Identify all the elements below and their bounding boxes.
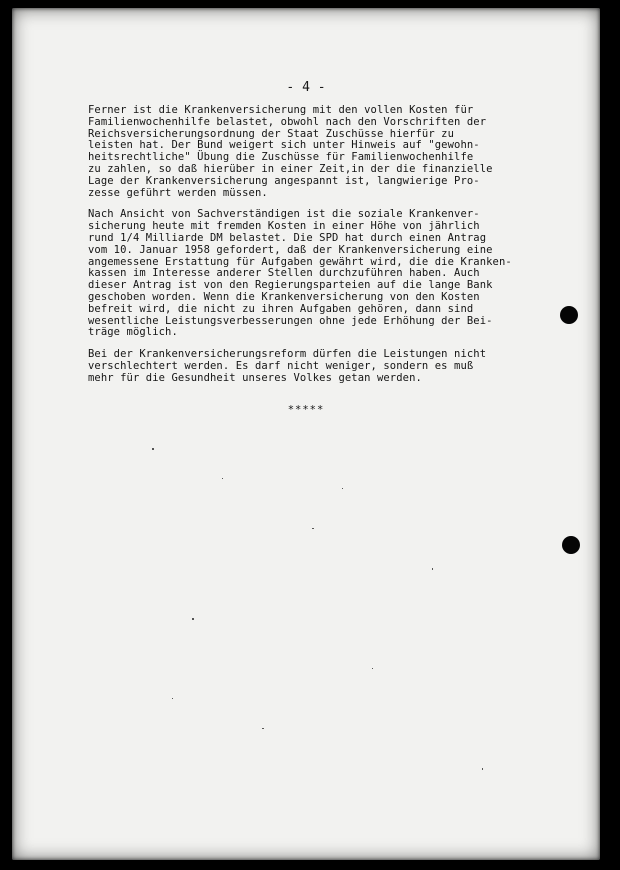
text-line: träge möglich.	[88, 326, 178, 339]
scan-speck	[312, 528, 314, 529]
paragraph-3	[88, 349, 584, 384]
text-line: zesse geführt werden müssen.	[88, 186, 268, 199]
text-line: befreit wird, die nicht zu ihren Aufgaben gehören, dann sind	[88, 302, 474, 315]
text-line: vom 10. Januar 1958 gefordert, daß der Krankenversicherung eine	[88, 243, 493, 256]
text-line: dieser Antrag ist von den Regierungsparteien auf die lange Bank	[88, 279, 493, 292]
text-line: wesentliche Leistungsverbesserungen ohne jede Erhöhung der Bei-	[88, 314, 493, 327]
scan-speck	[172, 698, 173, 699]
document-page	[12, 8, 600, 860]
scan-speck	[262, 728, 264, 729]
scan-speck	[432, 568, 433, 570]
text-line: leisten hat. Der Bund weigert sich unter Hinweis auf "gewohn-	[88, 139, 480, 152]
text-line: verschlechtert werden. Es darf nicht weniger, sondern es muß	[88, 359, 474, 372]
scan-speck	[372, 668, 373, 669]
end-mark: *****	[287, 404, 325, 416]
body-text	[88, 105, 584, 395]
scan-speck	[192, 618, 194, 620]
text-line: Ferner ist die Krankenversicherung mit den vollen Kosten für	[88, 104, 474, 116]
text-line: Familienwochenhilfe belastet, obwohl nach den Vorschriften der	[88, 115, 487, 128]
text-line: Reichsversicherungsordnung der Staat Zuschüsse hierfür zu	[88, 127, 455, 140]
text-line: heitsrechtliche" Übung die Zuschüsse für Familienwochenhilfe	[88, 151, 474, 164]
scan-speck	[222, 478, 223, 479]
paragraph-1	[88, 105, 584, 199]
text-line: angemessene Erstattung für Aufgaben gewährt wird, die die Kranken-	[88, 255, 512, 268]
text-line: mehr für die Gesundheit unseres Volkes getan werden.	[88, 371, 422, 384]
scan-speck	[152, 448, 154, 450]
text-line: sicherung heute mit fremden Kosten in einer Höhe von jährlich	[88, 220, 480, 233]
text-line: geschoben worden. Wenn die Krankenversicherung von den Kosten	[88, 290, 480, 303]
punch-hole	[560, 306, 578, 324]
scan-speck	[482, 768, 483, 770]
page-number: - 4 -	[286, 80, 326, 95]
text-line: rund 1/4 Milliarde DM belastet. Die SPD hat durch einen Antrag	[88, 231, 487, 244]
text-line: zu zahlen, so daß hierüber in einer Zeit,in der die finanzielle	[88, 162, 493, 175]
text-line: Nach Ansicht von Sachverständigen ist die soziale Krankenver-	[88, 208, 480, 221]
scan-speck	[342, 488, 343, 489]
text-line: Bei der Krankenversicherungsreform dürfen die Leistungen nicht	[88, 348, 487, 361]
text-line: Lage der Krankenversicherung angespannt ist, langwierige Pro-	[88, 174, 480, 187]
paragraph-2	[88, 209, 584, 339]
punch-hole	[562, 536, 580, 554]
text-line: kassen im Interesse anderer Stellen durchzuführen haben. Auch	[88, 267, 480, 280]
